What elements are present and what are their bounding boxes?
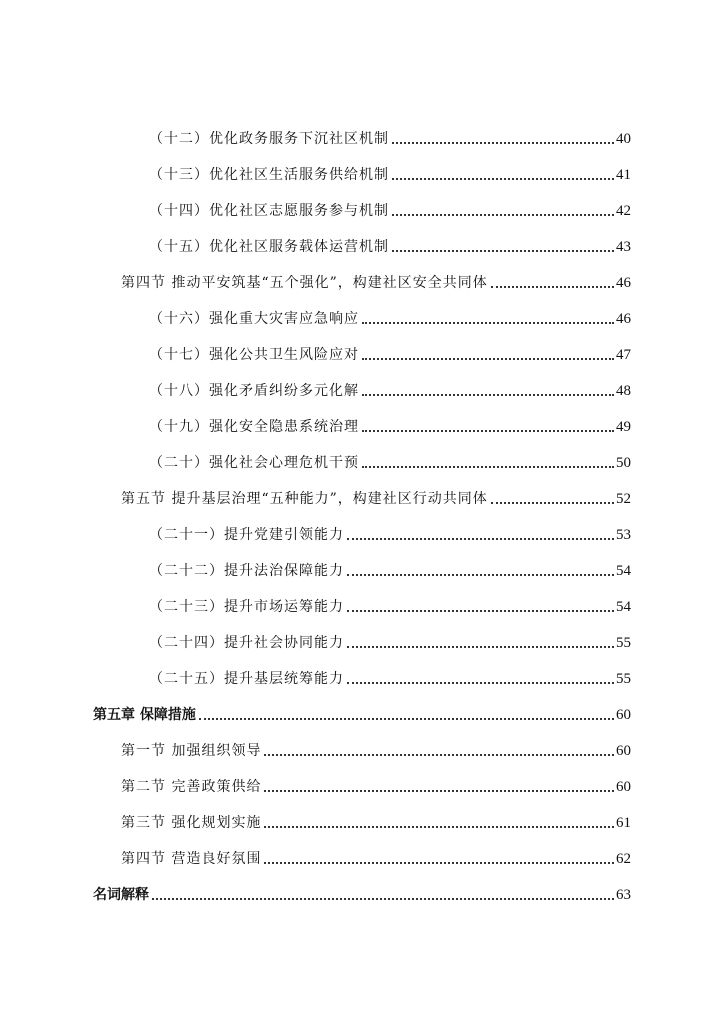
toc-entry-title: 第一节 加强组织领导 bbox=[121, 743, 262, 759]
dot-leader bbox=[264, 790, 614, 792]
toc-entry-title: （十八）强化矛盾纠纷多元化解 bbox=[149, 383, 359, 399]
toc-entry[interactable] bbox=[0, 301, 724, 337]
toc-entry-title: （二十）强化社会心理危机干预 bbox=[149, 455, 359, 471]
dot-leader bbox=[362, 430, 614, 432]
toc-entry[interactable] bbox=[0, 517, 724, 553]
toc-entry[interactable] bbox=[0, 733, 724, 769]
toc-entry[interactable] bbox=[0, 373, 724, 409]
toc-entry-title: 第三节 强化规划实施 bbox=[121, 815, 262, 831]
dot-leader bbox=[347, 682, 614, 684]
toc-entry[interactable] bbox=[0, 265, 724, 301]
dot-leader bbox=[491, 286, 614, 288]
toc-entry-page: 42 bbox=[616, 203, 631, 219]
toc-entry-page: 41 bbox=[616, 167, 631, 183]
toc-entry-title: 第四节 营造良好氛围 bbox=[121, 851, 262, 867]
dot-leader bbox=[362, 322, 614, 324]
toc-entry-title: （二十三）提升市场运筹能力 bbox=[149, 599, 344, 615]
toc-entry-title: （二十五）提升基层统筹能力 bbox=[149, 671, 344, 687]
toc-entry-page: 55 bbox=[616, 635, 631, 651]
toc-entry-title: 第二节 完善政策供给 bbox=[121, 779, 262, 795]
toc-entry-page: 53 bbox=[616, 527, 631, 543]
toc-entry-page: 60 bbox=[616, 743, 631, 759]
toc-entry-title: 第五章 保障措施 bbox=[93, 707, 196, 723]
toc-entry-title: （二十一）提升党建引领能力 bbox=[149, 527, 344, 543]
dot-leader bbox=[347, 538, 614, 540]
toc-entry-page: 40 bbox=[616, 131, 631, 147]
toc-entry-page: 46 bbox=[616, 275, 631, 291]
toc-entry-page: 50 bbox=[616, 455, 631, 471]
dot-leader bbox=[362, 394, 614, 396]
dot-leader bbox=[392, 178, 614, 180]
dot-leader bbox=[362, 358, 614, 360]
toc-entry-page: 61 bbox=[616, 815, 631, 831]
toc-entry[interactable] bbox=[0, 409, 724, 445]
dot-leader bbox=[264, 862, 614, 864]
toc-entry-title: （二十二）提升法治保障能力 bbox=[149, 563, 344, 579]
toc-entry-title: 第五节 提升基层治理“五种能力”，构建社区行动共同体 bbox=[121, 491, 488, 507]
toc-entry[interactable] bbox=[0, 589, 724, 625]
toc-entry-page: 43 bbox=[616, 239, 631, 255]
dot-leader bbox=[362, 466, 614, 468]
toc-entry[interactable] bbox=[0, 553, 724, 589]
dot-leader bbox=[264, 754, 614, 756]
toc-entry[interactable] bbox=[0, 481, 724, 517]
toc-entry-page: 60 bbox=[616, 779, 631, 795]
dot-leader bbox=[392, 214, 614, 216]
toc-entry-title: （十九）强化安全隐患系统治理 bbox=[149, 419, 359, 435]
toc-entry-page: 46 bbox=[616, 311, 631, 327]
toc-entry-page: 48 bbox=[616, 383, 631, 399]
toc-entry-page: 60 bbox=[616, 707, 631, 723]
toc-entry-title: （十五）优化社区服务载体运营机制 bbox=[149, 239, 389, 255]
dot-leader bbox=[347, 646, 614, 648]
toc-entry-title: （十七）强化公共卫生风险应对 bbox=[149, 347, 359, 363]
dot-leader bbox=[152, 898, 614, 900]
dot-leader bbox=[491, 502, 614, 504]
toc-entry[interactable] bbox=[0, 193, 724, 229]
toc-entry[interactable] bbox=[0, 121, 724, 157]
toc-entry[interactable] bbox=[0, 625, 724, 661]
toc-entry[interactable] bbox=[0, 445, 724, 481]
toc-entry[interactable] bbox=[0, 805, 724, 841]
table-of-contents bbox=[0, 121, 724, 913]
toc-entry-page: 63 bbox=[616, 887, 631, 903]
toc-entry-page: 54 bbox=[616, 563, 631, 579]
toc-entry-title: （十三）优化社区生活服务供给机制 bbox=[149, 167, 389, 183]
toc-entry-page: 55 bbox=[616, 671, 631, 687]
toc-entry[interactable] bbox=[0, 661, 724, 697]
toc-entry[interactable] bbox=[0, 337, 724, 373]
toc-entry-title: （十六）强化重大灾害应急响应 bbox=[149, 311, 359, 327]
dot-leader bbox=[264, 826, 614, 828]
toc-entry-title: （十二）优化政务服务下沉社区机制 bbox=[149, 131, 389, 147]
toc-entry-title: 第四节 推动平安筑基“五个强化”，构建社区安全共同体 bbox=[121, 275, 488, 291]
dot-leader bbox=[199, 718, 614, 720]
dot-leader bbox=[347, 610, 614, 612]
toc-entry[interactable] bbox=[0, 697, 724, 733]
toc-entry-page: 54 bbox=[616, 599, 631, 615]
toc-entry-page: 52 bbox=[616, 491, 631, 507]
toc-entry-title: （二十四）提升社会协同能力 bbox=[149, 635, 344, 651]
toc-entry[interactable] bbox=[0, 229, 724, 265]
dot-leader bbox=[392, 142, 614, 144]
toc-entry[interactable] bbox=[0, 769, 724, 805]
toc-entry-title: 名词解释 bbox=[93, 887, 149, 903]
dot-leader bbox=[347, 574, 614, 576]
toc-entry-page: 49 bbox=[616, 419, 631, 435]
toc-entry[interactable] bbox=[0, 157, 724, 193]
toc-entry-page: 47 bbox=[616, 347, 631, 363]
toc-entry-page: 62 bbox=[616, 851, 631, 867]
toc-entry[interactable] bbox=[0, 877, 724, 913]
toc-entry[interactable] bbox=[0, 841, 724, 877]
toc-entry-title: （十四）优化社区志愿服务参与机制 bbox=[149, 203, 389, 219]
dot-leader bbox=[392, 250, 614, 252]
